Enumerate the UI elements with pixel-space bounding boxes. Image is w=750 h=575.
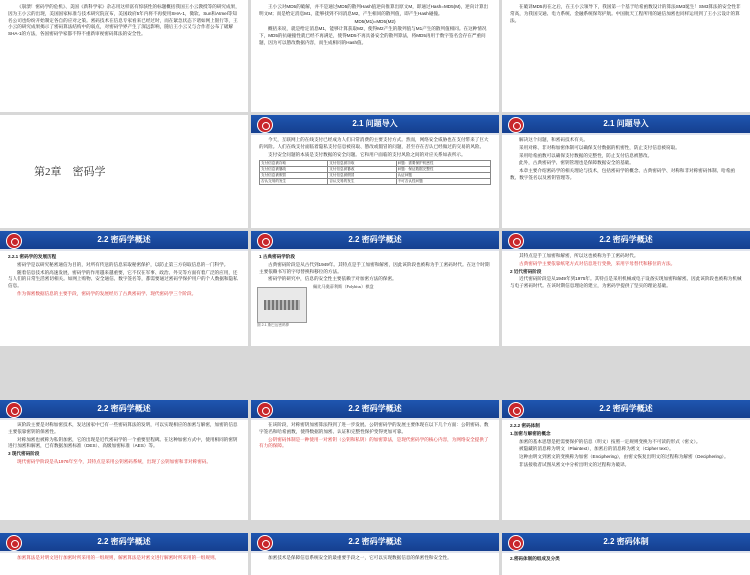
slide-2-2-h (251, 533, 499, 575)
slide-title: 2.2 密码学概述 (599, 404, 653, 413)
risk-table: 支付信息被窃取 支付信息被窃取 问题：需要保护机密性 支付信息被篡改 支付信息被篡改 问题：保证数据完整性 支付信息被假冒 支付信息被假冒 认证问题 否认交易的发生 否认交易的发生 不可否认性问题 (259, 160, 491, 185)
slide-2-2-a (0, 231, 248, 346)
slide-title: 2.2 密码学概述 (97, 537, 151, 546)
slide-2-2-c (502, 231, 750, 346)
slide-title: 2.2 密码学概述 (348, 404, 402, 413)
slide-title: 2.2 密码体制 (603, 537, 649, 546)
slide-body: 该阶段主要是对称加密技术，发达国家中已有一些密码算法的发明，可以实现相应的加密与解密，加密的信息主要依靠密钥的保密性。 对称加密也被称为私钥加密，它的出现是近代密码学的一个重要里程碑。在这种加密方式中，使用相同的密钥进行加密和解密，已有数据加密标准（DES）、高级加密标准（AES）等。 3 现代密码阶段 现代密码学阶段是从1976年至今，其特点是采用公钥密码系统，出现了公钥加密和非对称密码。 (8, 422, 238, 464)
slide-2-1-a (251, 115, 499, 228)
figure-caption: 图 2.1 斯巴达密码棒 (257, 323, 290, 327)
slide-text-2 (251, 0, 499, 112)
slide-body: 加密技术是保障信息系统安全的最重要手段之一，它可以实现数据信息的保密性和安全性。 (268, 555, 452, 560)
slide-body: 解决这个问题，和密码技术有关。 采用对称、非对称加密体制可以确保支付数据的机密性，防止支付信息被窃取。 采用哈希函数可以确保支付数据的完整性，防止支付信息被篡改。 此外，古典密码学、密钥管理也是保障数据安全的基础。 本章主要介绍密码学的相关理论与技术，包括密码学的概念、古典密码学、对称和非对称密码体制、哈希函数、数字签名以及密钥管理等。 (510, 137, 735, 180)
slide-2-1-b (502, 115, 750, 228)
slide-body: 今天，互联网上的在线支付已经成为人们日常消费的主要支付方式。然而，网络安全威胁也在支付带来了巨大的风险。人们在线支付面临着隐私支付信息被窃取、篡改或假冒的问题，甚至存在否认已经做过的交易的风险。 支付安全问题的本质是支付数据的安全问题。它和用户面临的支付风险之间的对应关系如表所示。 支付信息被窃取 支付信息被窃取 问题：需要保护机密性 支付信息被篡改 支付信息被篡改 问题：保证数据完整性 支付信息被假冒 支付信息被假冒 认证问题 否认交易的发生 否认交易的发生 不可否认性问题 (259, 137, 491, 226)
slide-title: 2.1 问题导入 (352, 119, 398, 128)
slide-text-1 (0, 0, 248, 112)
slide-body: 2.密码体制的组成及分类 (510, 556, 560, 561)
slide-2-2-d (0, 400, 248, 520)
slide-body: 在该阶段，对称密钥加密算法得到了进一步发展。公钥密码学的发展主要体现在以下几个方面：公钥密码、数字签名和哈希函数，使得数据的加密、认证和完整性保护变得更加可靠。 公钥密码体制是一种使用一对密钥（公钥和私钥）的加密算法，是现代密码学的核心内容，为网络安全提供了有力的保障。 (259, 422, 489, 449)
slide-2-2-g (0, 533, 248, 575)
slide-2-2-e (251, 400, 499, 520)
slide-body: 其特点是手工加密和解密，所以这也被称为手工密码时代。 古典密码学主要依靠纸笔方式对信息进行变换，采用字母替代和移位的方法。 2 近代密码阶段 近代密码阶段是从1949年到1975年。其特点是采用机械或电子设备实现加密和解密。因此该阶段也被称为机械与电子密码时代。在该时期信息理论的建立，为密码学提供了坚实的理论基础。 (510, 253, 742, 289)
slide-text-3 (502, 0, 750, 112)
slide-body: 加密算法是对明文进行加密时所采用的一组规则，解密算法是对密文进行解密时所采用的一组规则。 (17, 555, 220, 560)
slide-title: 2.2 密码学概述 (97, 235, 151, 244)
slide-title: 2.2 密码学概述 (599, 235, 653, 244)
scytale-image (257, 287, 307, 323)
slide-title: 2.2 密码学概述 (348, 537, 402, 546)
slide-body: 2.2.1 密码学的发展历程 密码学是以研究秘密通信为目的，对所有传送的信息采取秘密保护，以防止第三方窃取信息的一门科学。 随着信息技术的高速发展，密码学的作用越来越重要，它不仅在军事、政治、外交等方面有着广泛的应用，还与人们的日常生活密切相关。如网上购物、安全通信、数字签名等，都需要通过密码学保护用户的个人数据和隐私信息。 作为保密数据信息的主要手段，密码学的发展经历了古典密码学、现代密码学三个阶段。 (8, 254, 238, 296)
slide-title: 2.2 密码学概述 (348, 235, 402, 244)
slide-body: 2.2.2 密码体制 1.加密与解密的概念 加密的基本思想是把需要保护的信息（明文）按照一定规则变换为不可读的形式（密文）。 被隐藏的消息称为明文（Plaintext），加密后的消息称为密文（Cipher text）。 这种由明文到密文的变换称为加密（Enciphering），由密文恢复出明文的过程称为解密（Deciphering）。 非法接收者试图从密文中分析出明文的过程称为破译。 (510, 423, 729, 467)
slide-body: 在破译MD5再在之后，在王小云领导下，我国第一个基于哈希函数设计的算法SM3诞生！SM3算法的安全性非常高，为我国交通、电力系统、金融系统保驾护航。中国航天工程所用的通信加密也同样运用到了王小云设计的算法。 (510, 4, 741, 23)
chapter-title: 第2章 密码学 (34, 166, 106, 178)
slide-2-2-i (502, 533, 750, 575)
slide-chapter-title (0, 115, 248, 228)
slide-body: 1 古典密码学阶段 古典密码阶段是从古代到1949年。其特点是手工加密和解密，因此该阶段也被称为手工密码时代。在这个时期主要依赖书写的字母替换和移位的方法。 密码学的研究中，信息的安全性主要依赖于对加密方法的保密。 (259, 254, 490, 282)
slide-body: 《崩溃！密码学的危机》、美国《新科学家》杂志用这样富有惊骇性的标题概括我国王小云教授等的研究成果，因为王小云的出现，美国国家标准与技术研究院宣布，美国政府5年内将不再使用SHA-1，微软、Sun和Atmel等知名公司也纷纷开始制定各自的应对之策。密码技术在信息专家看来已经过时，而在紧急状态下诸如网上银行等，王小云的研究成果揭示了密码算法结构中的弱点，对密码学界产生了深远影响，随后王小云又与合作者公布了破解SHA-1的方法，各国密码学家都不得不重新审视密码算法的安全性。 (8, 4, 240, 37)
cipher-caption: 佩比马奥蒂利斯（Polybius）棋盘 (313, 284, 374, 289)
slide-2-2-b (251, 231, 499, 346)
slide-2-2-f (502, 400, 750, 520)
slide-body: 王小云对MD5的破解，并不是通过MD5的散列Hash值逆向推算出原文M，即通过Hash=MD5(M)，逆向计算出明文M；而是给定消息M1，能够找到不同消息M2，产生相同的散列值，即产生Hash碰撞。 MD5(M1)=MD5(M2) 概括来说，就是给定消息M1，能够计算获取M2，使得M2产生的散列值与M1产生的散列值相同。在这种情况下，MD5的抗碰撞性就已经不再满足，使得MD5不再具备安全的散列算法，将MD5再用于数字签名会存在严重问题，因为可以篡改数据内容，而生成相同的Hash值。 (259, 4, 489, 45)
slide-title: 2.2 密码学概述 (97, 404, 151, 413)
slide-title: 2.1 问题导入 (603, 119, 649, 128)
